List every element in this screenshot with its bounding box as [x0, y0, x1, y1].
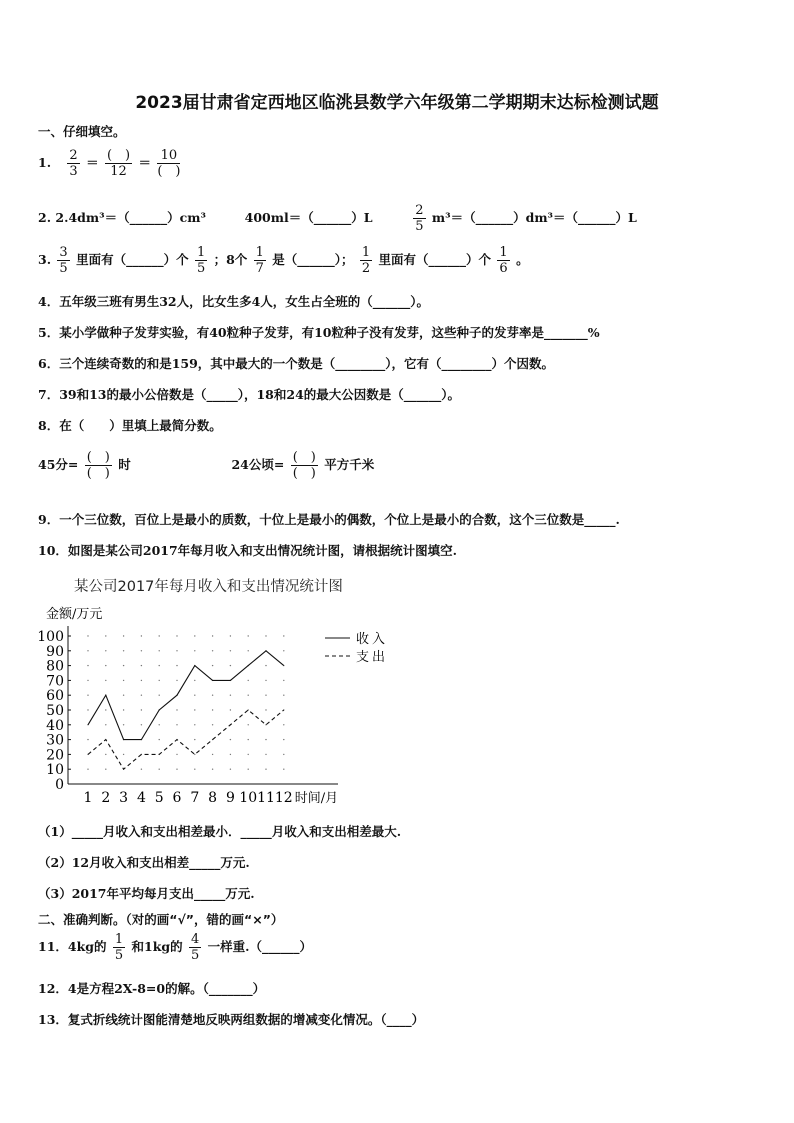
q1-fraction-c[interactable]: $\frac{10}{( )}$	[157, 148, 181, 179]
series-line-1	[88, 651, 284, 740]
y-tick-label: 80	[46, 658, 64, 675]
question-1	[38, 148, 182, 179]
q11-fraction-1: $\frac{1}{5}$	[114, 932, 124, 963]
grid-dot	[248, 769, 249, 770]
grid-dot	[230, 635, 231, 636]
q3-fraction-1: $\frac{3}{5}$	[59, 245, 68, 276]
section-1-heading: 一、仔细填空。	[38, 124, 126, 139]
q3-number: 3.	[38, 252, 52, 267]
q11-fraction-2: $\frac{4}{5}$	[190, 932, 200, 963]
q3-fraction-5: $\frac{1}{6}$	[499, 245, 508, 276]
legend-label-2: 支出	[356, 650, 389, 665]
q2-part-3[interactable]: m³＝（______）dm³＝（______）L	[431, 210, 637, 225]
grid-dot	[141, 650, 142, 651]
grid-dot	[212, 709, 213, 710]
x-tick-label: 3	[119, 790, 129, 806]
grid-dot	[87, 695, 88, 696]
question-11	[38, 932, 312, 963]
grid-dot	[230, 650, 231, 651]
grid-dot	[248, 635, 249, 636]
grid-dot	[265, 635, 266, 636]
q8a-suffix: 时	[118, 457, 131, 472]
grid-dot	[105, 769, 106, 770]
grid-dot	[87, 739, 88, 740]
grid-dot	[283, 769, 284, 770]
grid-dot	[265, 665, 266, 666]
q8b-fraction[interactable]: $\frac{( )}{( )}$	[292, 450, 316, 481]
grid-dot	[141, 665, 142, 666]
q1-fraction-b[interactable]: $\frac{( )}{12}$	[106, 148, 131, 179]
q1-equals-2: ＝	[138, 155, 151, 170]
x-tick-label: 9	[225, 790, 235, 806]
q3-text-5: 。	[516, 252, 529, 267]
grid-dot	[265, 680, 266, 681]
question-5[interactable]: 5．某小学做种子发芽实验，有40粒种子发芽，有10粒种子没有发芽，这些种子的发芽率是_______%	[38, 325, 600, 340]
grid-dot	[283, 754, 284, 755]
question-10-sub-3[interactable]: （3）2017年平均每月支出_____万元.	[38, 886, 255, 901]
grid-dot	[105, 635, 106, 636]
x-tick-label: 5	[154, 790, 164, 806]
question-9[interactable]: 9．一个三位数，百位上是最小的质数，十位上是最小的偶数，个位上是最小的合数，这个三位数是_____.	[38, 512, 620, 527]
q8a-prefix: 45分=	[38, 457, 79, 472]
grid-dot	[176, 650, 177, 651]
grid-dot	[123, 695, 124, 696]
x-axis-label: 时间/月	[294, 791, 339, 806]
q1-number: 1.	[38, 155, 52, 170]
grid-dot	[230, 665, 231, 666]
grid-dot	[212, 650, 213, 651]
grid-dot	[176, 769, 177, 770]
grid-dot	[194, 739, 195, 740]
x-tick-label: 10	[239, 790, 258, 806]
y-tick-label: 30	[46, 732, 64, 749]
page-title: 2023届甘肃省定西地区临洮县数学六年级第二学期期末达标检测试题	[135, 93, 659, 113]
grid-dot	[176, 709, 177, 710]
grid-dot	[159, 635, 160, 636]
grid-dot	[194, 709, 195, 710]
grid-dot	[212, 665, 213, 666]
grid-dot	[123, 680, 124, 681]
grid-dot	[248, 754, 249, 755]
y-tick-label: 100	[37, 629, 64, 645]
q3-text-3[interactable]: 是（______）；	[272, 252, 354, 267]
grid-dot	[265, 695, 266, 696]
grid-dot	[105, 724, 106, 725]
grid-dot	[212, 754, 213, 755]
grid-dot	[123, 754, 124, 755]
grid-dot	[141, 769, 142, 770]
grid-dot	[141, 680, 142, 681]
section-2-heading: 二、准确判断。（对的画“√”，错的画“×”）	[38, 912, 284, 927]
q3-fraction-3: $\frac{1}{7}$	[255, 245, 264, 276]
grid-dot	[194, 724, 195, 725]
grid-dot	[123, 635, 124, 636]
y-tick-label: 60	[46, 688, 64, 705]
grid-dot	[176, 724, 177, 725]
grid-dot	[194, 769, 195, 770]
x-tick-label: 8	[208, 790, 218, 806]
x-tick-label: 1	[83, 790, 93, 806]
grid-dot	[265, 754, 266, 755]
grid-dot	[283, 680, 284, 681]
grid-dot	[283, 724, 284, 725]
x-tick-label: 11	[257, 790, 275, 806]
grid-dot	[248, 650, 249, 651]
question-3	[38, 245, 529, 276]
grid-dot	[230, 695, 231, 696]
question-10-sub-1[interactable]: （1）_____月收入和支出相差最小．_____月收入和支出相差最大.	[38, 824, 402, 839]
grid-dot	[87, 665, 88, 666]
grid-dot	[159, 650, 160, 651]
question-4[interactable]: 4．五年级三班有男生32人，比女生多4人，女生占全班的（______）。	[38, 294, 430, 309]
grid-dot	[212, 724, 213, 725]
question-8: 8．在（ ）里填上最简分数。	[38, 418, 222, 433]
chart-title: 某公司2017年每月收入和支出情况统计图	[74, 579, 343, 595]
grid-dot	[141, 695, 142, 696]
grid-dot	[248, 724, 249, 725]
grid-dot	[159, 724, 160, 725]
question-7[interactable]: 7．39和13的最小公倍数是（_____），18和24的最大公因数是（______）。	[38, 387, 461, 402]
grid-dot	[283, 739, 284, 740]
q8a-fraction[interactable]: $\frac{( )}{( )}$	[86, 450, 110, 481]
y-tick-label: 50	[46, 703, 64, 719]
q3-text-4[interactable]: 里面有（______）个	[378, 252, 492, 267]
q11-middle: 和1kg的	[131, 939, 183, 954]
grid-dot	[87, 769, 88, 770]
grid-dot	[176, 665, 177, 666]
question-10: 10．如图是某公司2017年每月收入和支出情况统计图，请根据统计图填空.	[38, 543, 458, 558]
x-tick-label: 6	[172, 790, 182, 806]
grid-dot	[265, 739, 266, 740]
grid-dot	[248, 739, 249, 740]
q11-suffix[interactable]: 一样重.（______）	[207, 939, 312, 954]
grid-dot	[123, 709, 124, 710]
grid-dot	[265, 769, 266, 770]
q2-part-1[interactable]: 2.4dm³＝（______）cm³	[55, 210, 206, 225]
q8b-prefix: 24公顷=	[231, 457, 285, 472]
grid-dot	[230, 739, 231, 740]
grid-dot	[212, 769, 213, 770]
grid-dot	[141, 635, 142, 636]
q3-fraction-2: $\frac{1}{5}$	[196, 245, 206, 276]
q2-fraction: $\frac{2}{5}$	[415, 203, 424, 234]
grid-dot	[105, 650, 106, 651]
question-13[interactable]: 13．复式折线统计图能清楚地反映两组数据的增减变化情况。（____）	[38, 1012, 425, 1027]
grid-dot	[159, 769, 160, 770]
grid-dot	[283, 635, 284, 636]
grid-dot	[176, 680, 177, 681]
x-tick-label: 2	[101, 790, 111, 806]
grid-dot	[159, 695, 160, 696]
question-8-row	[38, 450, 374, 481]
q3-text-1[interactable]: 里面有（______）个	[76, 252, 189, 267]
grid-dot	[105, 709, 106, 710]
grid-dot	[87, 635, 88, 636]
question-6[interactable]: 6．三个连续奇数的和是159，其中最大的一个数是（________），它有（________）个因数。	[38, 356, 555, 371]
grid-dot	[105, 665, 106, 666]
x-tick-label: 12	[274, 790, 293, 806]
grid-dot	[176, 754, 177, 755]
grid-dot	[87, 650, 88, 651]
q3-text-2: ；8个	[213, 252, 248, 267]
y-tick-label: 90	[46, 643, 64, 660]
grid-dot	[141, 724, 142, 725]
legend-label-1: 收入	[356, 632, 389, 647]
grid-dot	[159, 739, 160, 740]
series-line-2	[88, 710, 284, 769]
question-10-sub-2[interactable]: （2）12月收入和支出相差_____万元.	[38, 855, 250, 870]
q8b-suffix: 平方千米	[324, 457, 375, 472]
grid-dot	[230, 709, 231, 710]
grid-dot	[123, 665, 124, 666]
grid-dot	[194, 635, 195, 636]
q3-fraction-4: $\frac{1}{2}$	[361, 245, 371, 276]
q11-prefix: 11．4kg的	[38, 939, 107, 954]
q2-number: 2.	[38, 210, 52, 225]
grid-dot	[212, 695, 213, 696]
grid-dot	[123, 650, 124, 651]
grid-dot	[283, 695, 284, 696]
grid-dot	[265, 709, 266, 710]
grid-dot	[230, 754, 231, 755]
q1-equals-1: ＝	[86, 155, 99, 170]
y-tick-label: 40	[46, 717, 64, 734]
grid-dot	[87, 709, 88, 710]
grid-dot	[87, 680, 88, 681]
grid-dot	[194, 650, 195, 651]
grid-dot	[194, 680, 195, 681]
y-axis-label: 金额/万元	[46, 607, 103, 622]
grid-dot	[248, 680, 249, 681]
question-2	[38, 203, 637, 234]
grid-dot	[105, 754, 106, 755]
grid-dot	[123, 724, 124, 725]
q1-fraction-a: $\frac{2}{3}$	[69, 148, 78, 179]
q2-part-2[interactable]: 400ml＝（______）L	[244, 210, 373, 225]
y-tick-label: 70	[46, 673, 64, 690]
y-tick-label: 10	[46, 762, 64, 779]
grid-dot	[212, 635, 213, 636]
grid-dot	[141, 709, 142, 710]
grid-dot	[230, 769, 231, 770]
grid-dot	[194, 695, 195, 696]
line-chart	[30, 600, 400, 810]
grid-dot	[248, 695, 249, 696]
grid-dot	[159, 665, 160, 666]
grid-dot	[105, 680, 106, 681]
y-tick-label: 20	[46, 747, 64, 764]
question-12[interactable]: 12．4是方程2X-8=0的解。（_______）	[38, 981, 266, 996]
x-tick-label: 4	[136, 790, 146, 806]
grid-dot	[159, 680, 160, 681]
grid-dot	[283, 650, 284, 651]
y-tick-label: 0	[55, 777, 64, 793]
grid-dot	[176, 635, 177, 636]
x-tick-label: 7	[190, 790, 200, 806]
